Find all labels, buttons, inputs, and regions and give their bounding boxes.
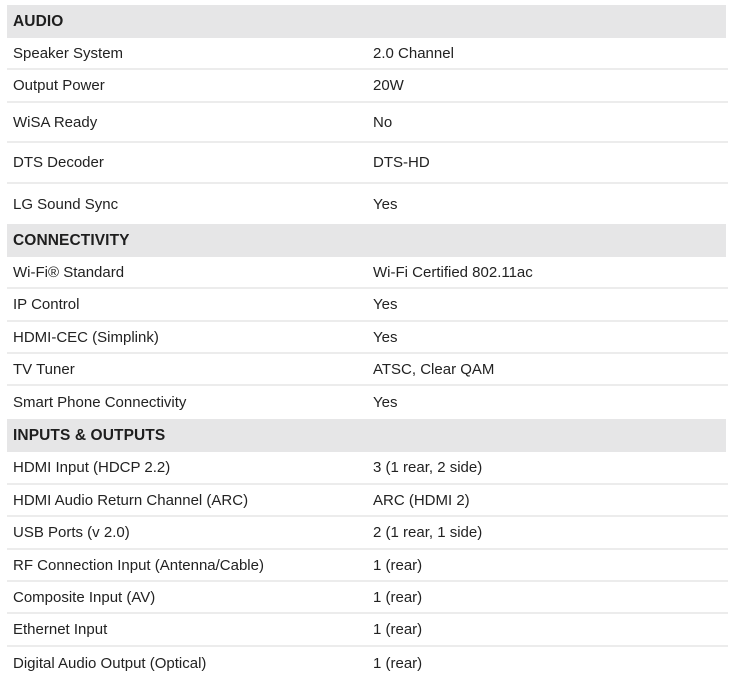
- spec-label: WiSA Ready: [13, 113, 98, 131]
- spec-label: Wi-Fi® Standard: [13, 263, 125, 281]
- table-row: [7, 257, 728, 289]
- spec-label: RF Connection Input (Antenna/Cable): [13, 556, 264, 574]
- spec-label: Smart Phone Connectivity: [13, 394, 187, 411]
- spec-label: Composite Input (AV): [13, 588, 156, 606]
- spec-value: Yes: [373, 195, 398, 213]
- spec-label: TV Tuner: [13, 360, 75, 378]
- spec-value: 1 (rear): [373, 621, 423, 638]
- spec-label: HDMI Input (HDCP 2.2): [13, 459, 171, 476]
- table-row: [7, 354, 728, 386]
- table-row: [7, 517, 728, 550]
- table-row: [7, 289, 728, 322]
- spec-value: DTS-HD: [373, 154, 430, 171]
- spec-value: 1 (rear): [373, 588, 423, 606]
- spec-value: Wi-Fi Certified 802.11ac: [373, 263, 533, 281]
- spec-label: DTS Decoder: [13, 154, 104, 171]
- table-row: [7, 452, 728, 485]
- section-header: INPUTS & OUTPUTS: [7, 419, 726, 452]
- spec-table: [7, 5, 728, 679]
- section-header: AUDIO: [7, 5, 726, 38]
- spec-label: Ethernet Input: [13, 621, 108, 638]
- table-row: [7, 322, 728, 354]
- table-row: [7, 184, 728, 224]
- spec-label: Speaker System: [13, 44, 124, 62]
- spec-value: 1 (rear): [373, 556, 423, 574]
- table-row: [7, 582, 728, 614]
- table-row: [7, 38, 728, 70]
- table-row: [7, 70, 728, 103]
- spec-value: 2.0 Channel: [373, 44, 454, 62]
- spec-label: IP Control: [13, 296, 80, 313]
- spec-label: HDMI Audio Return Channel (ARC): [13, 491, 249, 509]
- section-connectivity: [7, 224, 728, 419]
- spec-label: USB Ports (v 2.0): [13, 524, 130, 541]
- spec-label: LG Sound Sync: [13, 195, 119, 213]
- table-row: [7, 103, 728, 143]
- spec-value: 2 (1 rear, 1 side): [373, 524, 483, 541]
- spec-value: 1 (rear): [373, 654, 423, 672]
- table-row: [7, 143, 728, 184]
- spec-value: Yes: [373, 328, 398, 346]
- spec-label: Output Power: [13, 77, 105, 94]
- section-inputs-outputs: [7, 419, 728, 679]
- section-header: CONNECTIVITY: [7, 224, 726, 257]
- spec-label: Digital Audio Output (Optical): [13, 654, 207, 672]
- spec-label: HDMI-CEC (Simplink): [13, 328, 159, 346]
- spec-value: ATSC, Clear QAM: [373, 360, 495, 378]
- spec-value: 20W: [373, 77, 404, 94]
- table-row: [7, 485, 728, 517]
- spec-value: 3 (1 rear, 2 side): [373, 459, 483, 476]
- table-row: [7, 550, 728, 582]
- section-audio: [7, 5, 728, 224]
- table-row: [7, 386, 728, 419]
- spec-value: ARC (HDMI 2): [373, 491, 470, 509]
- table-row: [7, 647, 728, 679]
- spec-value: Yes: [373, 394, 398, 411]
- spec-value: Yes: [373, 296, 398, 313]
- spec-value: No: [373, 113, 393, 131]
- table-row: [7, 614, 728, 647]
